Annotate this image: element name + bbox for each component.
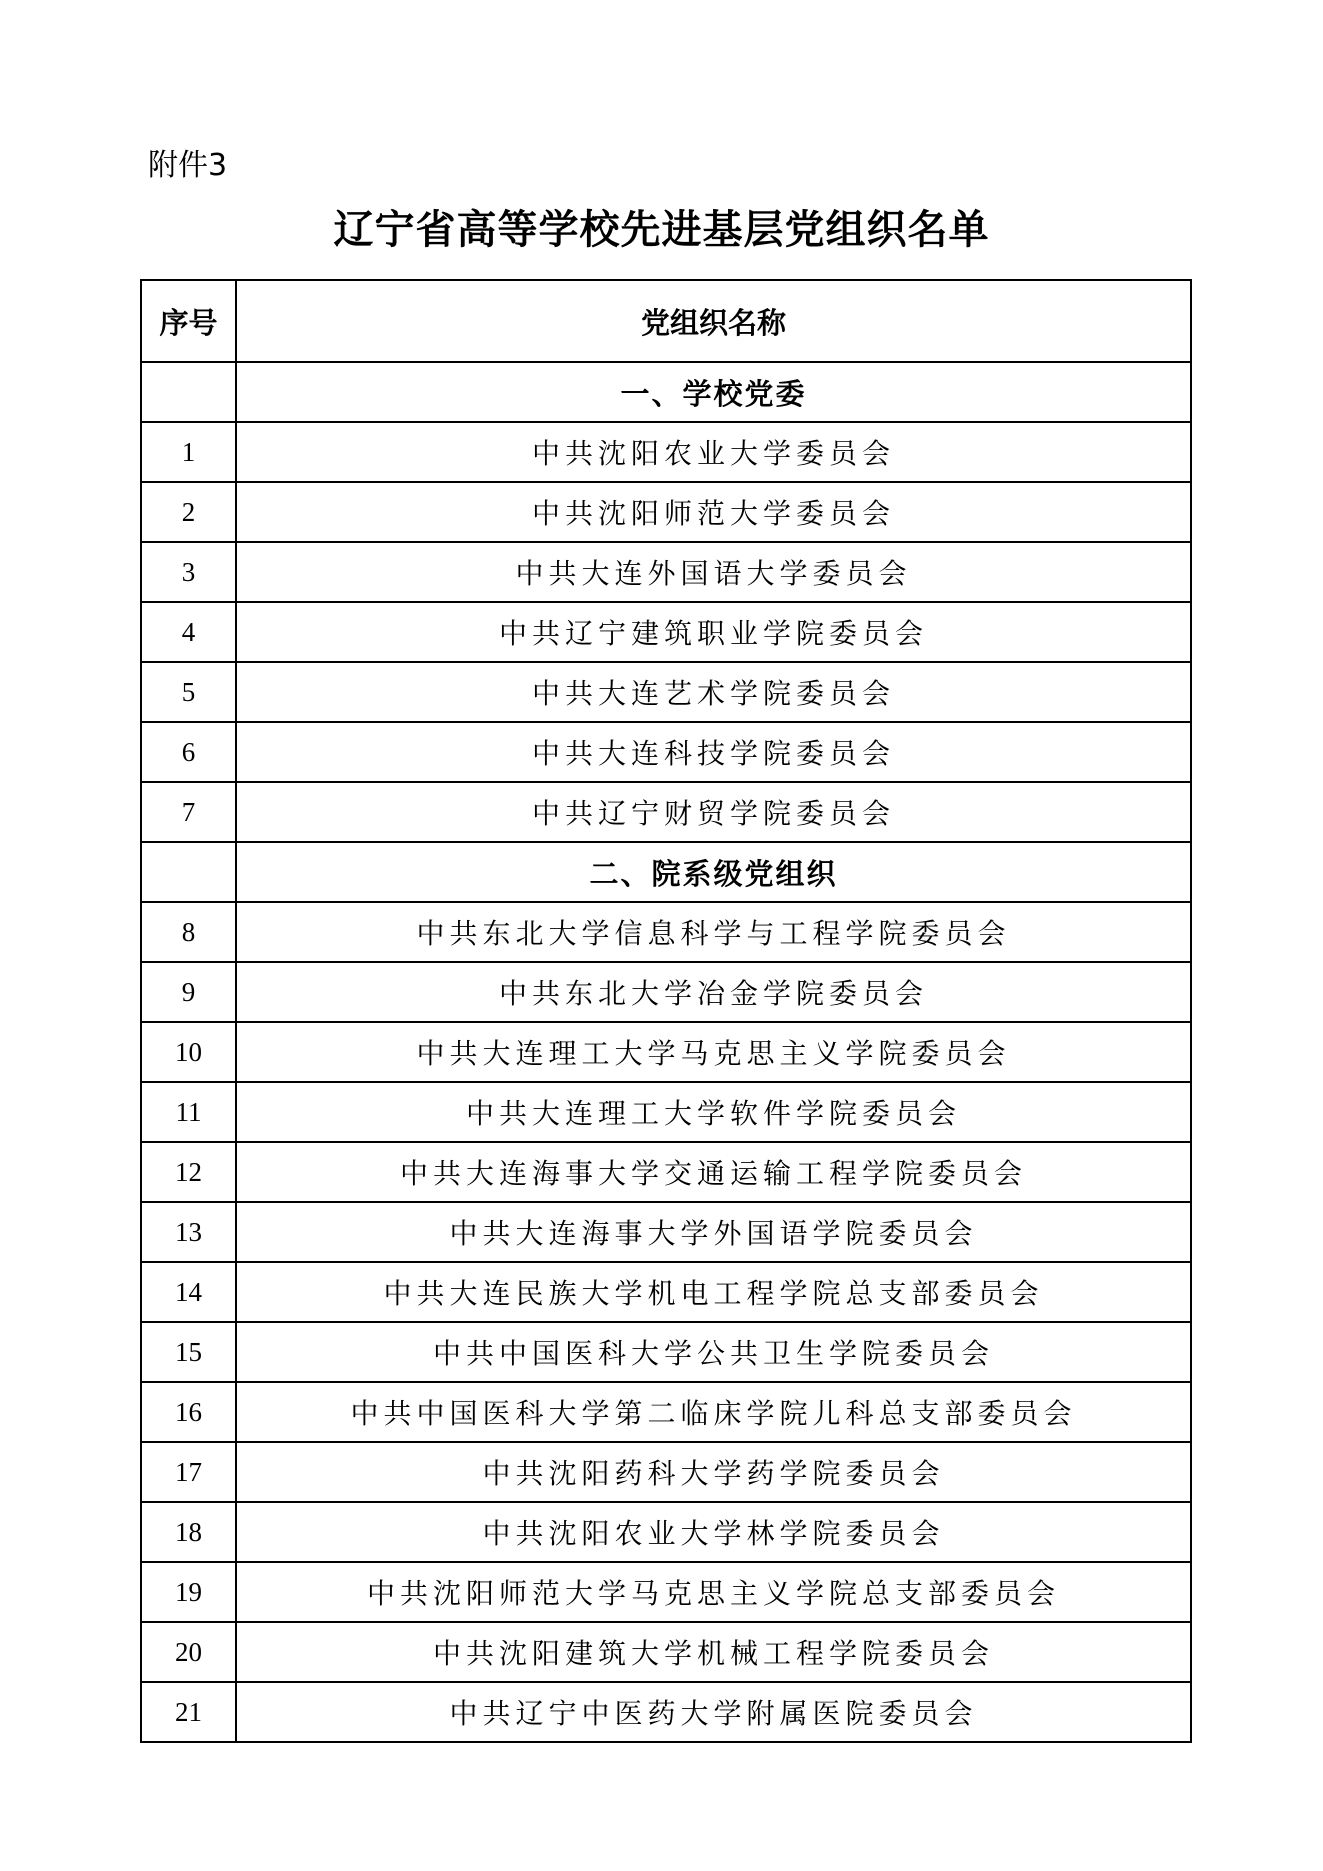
organization-name-cell: 中共大连外国语大学委员会 bbox=[236, 542, 1191, 602]
serial-number-cell: 2 bbox=[141, 482, 236, 542]
organization-name-cell: 中共沈阳师范大学委员会 bbox=[236, 482, 1191, 542]
organization-name-cell: 中共沈阳农业大学林学院委员会 bbox=[236, 1502, 1191, 1562]
organization-table bbox=[140, 279, 1192, 1743]
serial-number-cell: 9 bbox=[141, 962, 236, 1022]
organization-name-cell: 中共大连海事大学交通运输工程学院委员会 bbox=[236, 1142, 1191, 1202]
table-row bbox=[141, 1382, 1191, 1442]
table-row bbox=[141, 1322, 1191, 1382]
section-heading: 二、院系级党组织 bbox=[236, 842, 1191, 902]
table-row bbox=[141, 1022, 1191, 1082]
table-row bbox=[141, 1262, 1191, 1322]
serial-number-cell: 3 bbox=[141, 542, 236, 602]
serial-number-cell: 11 bbox=[141, 1082, 236, 1142]
serial-number-cell: 10 bbox=[141, 1022, 236, 1082]
table-body bbox=[141, 362, 1191, 1742]
table-row bbox=[141, 542, 1191, 602]
table-header-row bbox=[141, 280, 1191, 362]
table-row bbox=[141, 1202, 1191, 1262]
serial-number-cell: 13 bbox=[141, 1202, 236, 1262]
section-empty-cell bbox=[141, 842, 236, 902]
organization-name-cell: 中共东北大学冶金学院委员会 bbox=[236, 962, 1191, 1022]
serial-number-cell: 17 bbox=[141, 1442, 236, 1502]
attachment-label: 附件3 bbox=[148, 148, 228, 183]
organization-name-cell: 中共沈阳师范大学马克思主义学院总支部委员会 bbox=[236, 1562, 1191, 1622]
table-row bbox=[141, 1502, 1191, 1562]
organization-name-cell: 中共沈阳建筑大学机械工程学院委员会 bbox=[236, 1622, 1191, 1682]
serial-number-cell: 21 bbox=[141, 1682, 236, 1742]
serial-number-cell: 18 bbox=[141, 1502, 236, 1562]
serial-number-cell: 12 bbox=[141, 1142, 236, 1202]
table-row bbox=[141, 962, 1191, 1022]
header-serial-number: 序号 bbox=[141, 280, 236, 362]
table-row bbox=[141, 722, 1191, 782]
section-empty-cell bbox=[141, 362, 236, 422]
section-heading: 一、学校党委 bbox=[236, 362, 1191, 422]
organization-name-cell: 中共辽宁建筑职业学院委员会 bbox=[236, 602, 1191, 662]
organization-name-cell: 中共辽宁中医药大学附属医院委员会 bbox=[236, 1682, 1191, 1742]
header-organization-name: 党组织名称 bbox=[236, 280, 1191, 362]
table-row bbox=[141, 662, 1191, 722]
table-row bbox=[141, 1622, 1191, 1682]
organization-name-cell: 中共大连科技学院委员会 bbox=[236, 722, 1191, 782]
table-row bbox=[141, 422, 1191, 482]
organization-name-cell: 中共大连海事大学外国语学院委员会 bbox=[236, 1202, 1191, 1262]
serial-number-cell: 7 bbox=[141, 782, 236, 842]
organization-name-cell: 中共大连艺术学院委员会 bbox=[236, 662, 1191, 722]
table-row bbox=[141, 1442, 1191, 1502]
organization-name-cell: 中共大连民族大学机电工程学院总支部委员会 bbox=[236, 1262, 1191, 1322]
serial-number-cell: 19 bbox=[141, 1562, 236, 1622]
table-row bbox=[141, 482, 1191, 542]
organization-name-cell: 中共中国医科大学公共卫生学院委员会 bbox=[236, 1322, 1191, 1382]
serial-number-cell: 8 bbox=[141, 902, 236, 962]
page-title: 辽宁省高等学校先进基层党组织名单 bbox=[333, 206, 990, 253]
table-row bbox=[141, 1142, 1191, 1202]
table-row bbox=[141, 902, 1191, 962]
serial-number-cell: 1 bbox=[141, 422, 236, 482]
organization-name-cell: 中共东北大学信息科学与工程学院委员会 bbox=[236, 902, 1191, 962]
table-row bbox=[141, 1682, 1191, 1742]
table-row bbox=[141, 782, 1191, 842]
section-row bbox=[141, 362, 1191, 422]
serial-number-cell: 6 bbox=[141, 722, 236, 782]
table-row bbox=[141, 1082, 1191, 1142]
serial-number-cell: 20 bbox=[141, 1622, 236, 1682]
organization-name-cell: 中共辽宁财贸学院委员会 bbox=[236, 782, 1191, 842]
serial-number-cell: 15 bbox=[141, 1322, 236, 1382]
serial-number-cell: 16 bbox=[141, 1382, 236, 1442]
section-row bbox=[141, 842, 1191, 902]
table-row bbox=[141, 1562, 1191, 1622]
serial-number-cell: 5 bbox=[141, 662, 236, 722]
organization-name-cell: 中共中国医科大学第二临床学院儿科总支部委员会 bbox=[236, 1382, 1191, 1442]
table-row bbox=[141, 602, 1191, 662]
serial-number-cell: 4 bbox=[141, 602, 236, 662]
organization-name-cell: 中共大连理工大学软件学院委员会 bbox=[236, 1082, 1191, 1142]
organization-name-cell: 中共沈阳农业大学委员会 bbox=[236, 422, 1191, 482]
serial-number-cell: 14 bbox=[141, 1262, 236, 1322]
organization-name-cell: 中共大连理工大学马克思主义学院委员会 bbox=[236, 1022, 1191, 1082]
organization-name-cell: 中共沈阳药科大学药学院委员会 bbox=[236, 1442, 1191, 1502]
